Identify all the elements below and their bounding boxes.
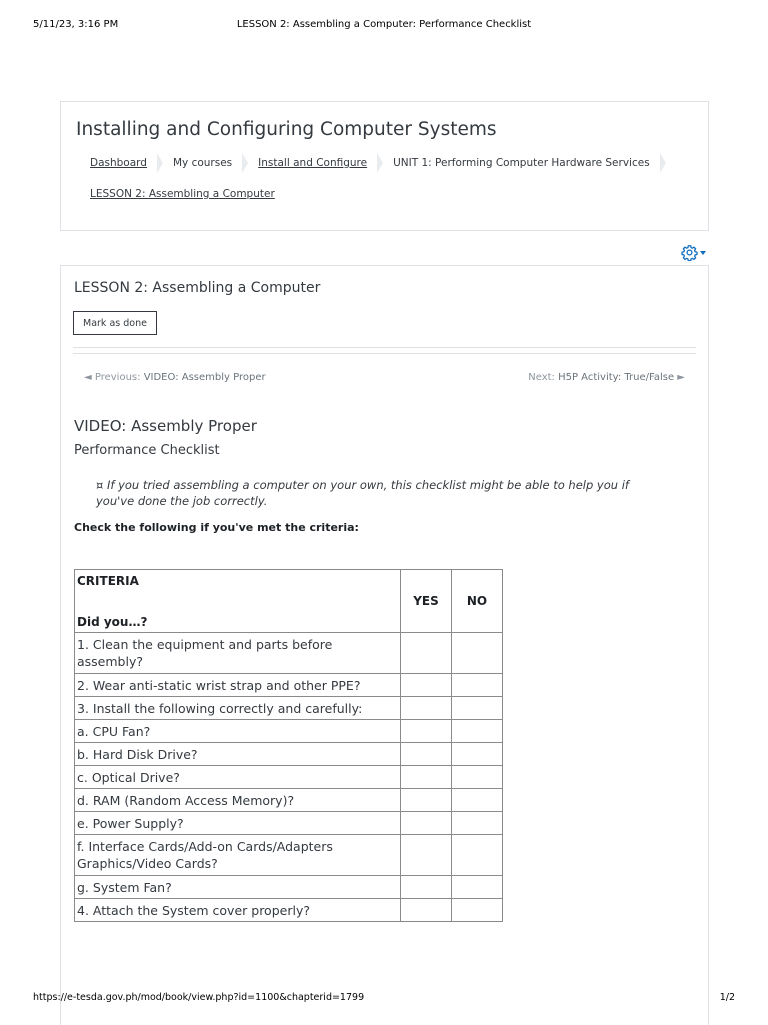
criteria-cell: g. System Fan?	[75, 876, 401, 899]
criteria-cell: 2. Wear anti-static wrist strap and other PPE?	[75, 674, 401, 697]
table-row	[75, 899, 503, 922]
print-timestamp: 5/11/23, 3:16 PM	[33, 19, 119, 30]
no-column-header: NO	[452, 570, 503, 633]
criteria-cell: 3. Install the following correctly and carefully:	[75, 697, 401, 720]
table-row	[75, 789, 503, 812]
lesson-title: LESSON 2: Assembling a Computer	[74, 280, 321, 296]
performance-checklist-table	[74, 569, 503, 922]
table-row	[75, 674, 503, 697]
no-cell[interactable]	[452, 789, 503, 812]
previous-prefix: ◄ Previous:	[84, 372, 144, 383]
breadcrumb-lesson[interactable]: LESSON 2: Assembling a Computer	[90, 188, 275, 200]
table-header-row	[75, 570, 503, 633]
criteria-header-line2: Did you…?	[77, 614, 148, 629]
no-cell[interactable]	[452, 876, 503, 899]
no-cell[interactable]	[452, 697, 503, 720]
yes-cell[interactable]	[401, 789, 452, 812]
yes-cell[interactable]	[401, 697, 452, 720]
print-page-title: LESSON 2: Assembling a Computer: Performance Checklist	[236, 19, 532, 30]
yes-cell[interactable]	[401, 766, 452, 789]
table-row	[75, 743, 503, 766]
no-cell[interactable]	[452, 743, 503, 766]
yes-cell[interactable]	[401, 633, 452, 674]
criteria-cell: b. Hard Disk Drive?	[75, 743, 401, 766]
table-row	[75, 876, 503, 899]
breadcrumb-my-courses[interactable]: My courses	[172, 157, 233, 169]
yes-cell[interactable]	[401, 720, 452, 743]
next-prefix: Next:	[528, 372, 559, 383]
divider	[73, 347, 696, 348]
table-row	[75, 633, 503, 674]
course-title: Installing and Configuring Computer Systems	[76, 119, 497, 140]
no-cell[interactable]	[452, 835, 503, 876]
breadcrumb-separator	[157, 153, 163, 173]
criteria-header-line1: CRITERIA	[77, 573, 139, 588]
chapter-title: VIDEO: Assembly Proper	[74, 417, 257, 435]
next-chapter-link[interactable]	[528, 372, 685, 383]
criteria-cell: c. Optical Drive?	[75, 766, 401, 789]
no-cell[interactable]	[452, 899, 503, 922]
criteria-cell: 4. Attach the System cover properly?	[75, 899, 401, 922]
criteria-cell: 1. Clean the equipment and parts before assembly?	[75, 633, 401, 674]
breadcrumb-dashboard[interactable]: Dashboard	[90, 157, 147, 169]
breadcrumb-separator	[660, 153, 666, 173]
criteria-cell: f. Interface Cards/Add-on Cards/Adapters Graphics/Video Cards?	[75, 835, 401, 876]
section-subtitle: Performance Checklist	[74, 443, 220, 458]
print-header	[33, 19, 735, 33]
criteria-header	[75, 570, 401, 633]
breadcrumb-course[interactable]: Install and Configure	[258, 157, 368, 169]
no-cell[interactable]	[452, 674, 503, 697]
print-footer	[33, 992, 735, 1006]
previous-chapter-label: VIDEO: Assembly Proper	[143, 372, 266, 383]
no-cell[interactable]	[452, 766, 503, 789]
yes-cell[interactable]	[401, 812, 452, 835]
table-row	[75, 766, 503, 789]
breadcrumb-separator	[377, 153, 383, 173]
mark-as-done-button[interactable]: Mark as done	[73, 311, 157, 335]
next-suffix: ►	[674, 372, 685, 383]
print-page-number: 1/2	[719, 992, 735, 1003]
yes-cell[interactable]	[401, 899, 452, 922]
no-cell[interactable]	[452, 812, 503, 835]
table-row	[75, 835, 503, 876]
instruction-text: Check the following if you've met the criteria:	[74, 521, 359, 534]
page-header-card	[60, 101, 709, 231]
table-row	[75, 720, 503, 743]
yes-cell[interactable]	[401, 743, 452, 766]
criteria-cell: e. Power Supply?	[75, 812, 401, 835]
breadcrumb-separator	[242, 153, 248, 173]
yes-cell[interactable]	[401, 835, 452, 876]
yes-column-header: YES	[401, 570, 452, 633]
chevron-down-icon	[700, 251, 706, 255]
settings-menu-button[interactable]	[681, 242, 709, 260]
previous-chapter-link[interactable]	[84, 372, 266, 383]
table-row	[75, 697, 503, 720]
criteria-cell: d. RAM (Random Access Memory)?	[75, 789, 401, 812]
yes-cell[interactable]	[401, 674, 452, 697]
no-cell[interactable]	[452, 633, 503, 674]
gear-icon	[681, 244, 698, 261]
no-cell[interactable]	[452, 720, 503, 743]
criteria-cell: a. CPU Fan?	[75, 720, 401, 743]
yes-cell[interactable]	[401, 876, 452, 899]
breadcrumb-unit[interactable]: UNIT 1: Performing Computer Hardware Services	[393, 157, 650, 169]
print-url: https://e-tesda.gov.ph/mod/book/view.php?id=1100&chapterid=1799	[33, 992, 365, 1003]
intro-note: ¤ If you tried assembling a computer on your own, this checklist might be able to help you if you've done the job correctly.	[96, 478, 629, 508]
next-chapter-label: H5P Activity: True/False	[558, 372, 675, 383]
divider	[73, 353, 696, 354]
book-content-card	[60, 265, 709, 1025]
table-row	[75, 812, 503, 835]
